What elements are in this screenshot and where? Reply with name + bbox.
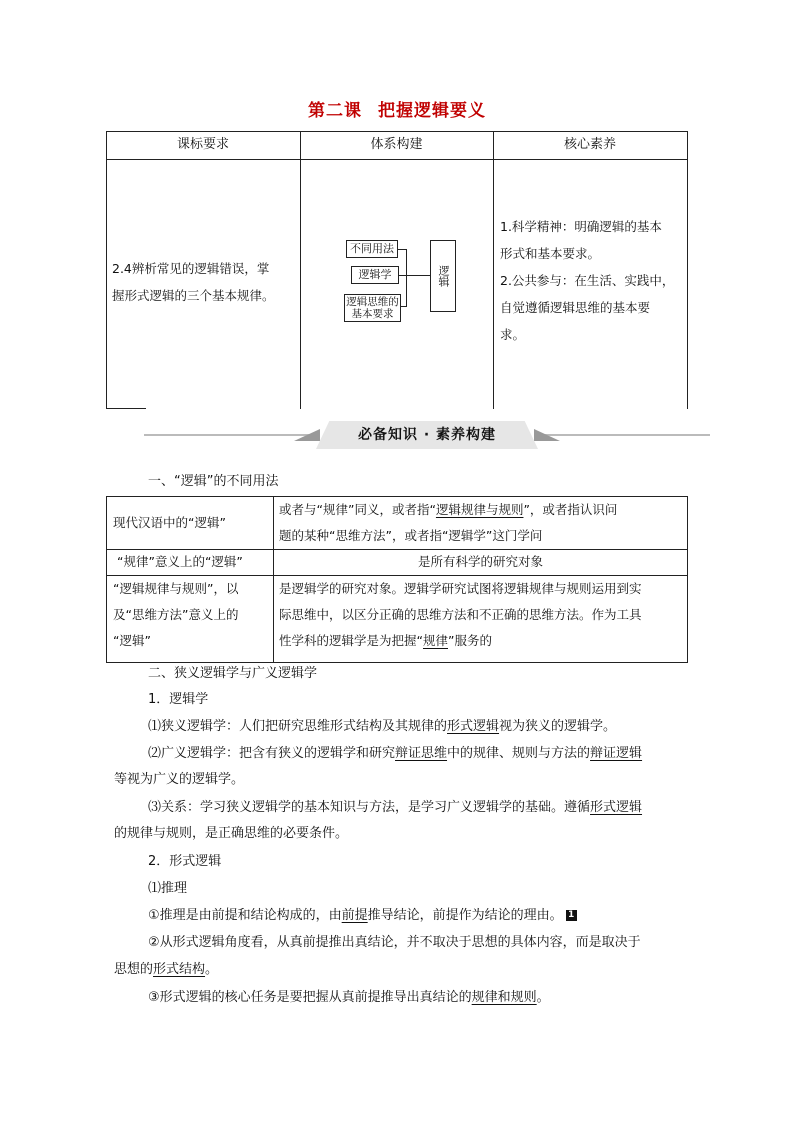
diagram-item-usage: 不同用法 <box>346 240 398 258</box>
usage-table <box>106 496 688 663</box>
requirement-text: 2.4辨析常见的逻辑错误，掌 握形式逻辑的三个基本规律。 <box>112 261 275 303</box>
header-system: 体系构建 <box>370 137 423 152</box>
row2-left: “规律”意义上的“逻辑” <box>117 554 243 569</box>
lesson-number: 第二课 <box>308 101 362 121</box>
header-requirement: 课标要求 <box>176 137 229 152</box>
diagram-item-requirements: 逻辑思维的 基本要求 <box>344 294 401 322</box>
para-broad-logic: ⑵广义逻辑学：把含有狭义的逻辑学和研究辩证思维中的规律、规则与方法的辩证逻辑 <box>148 746 643 761</box>
page-title <box>0 96 794 121</box>
sub-heading-logic: 1．逻辑学 <box>148 692 209 707</box>
sub-heading-formal: 2．形式逻辑 <box>148 854 222 869</box>
diagram-item-logic: 逻辑学 <box>351 266 399 284</box>
system-diagram <box>342 238 462 324</box>
item-1: ①推理是由前提和结论构成的，由前提推导结论，前提作为结论的理由。 1 <box>148 903 577 929</box>
item-2-cont: 思想的形式结构。 <box>114 962 219 977</box>
row1-right: 或者与“规律”同义，或者指“逻辑规律与规则”，或者指认识问 题的某种“思维方法”，或者指“逻辑学”这门学问 <box>279 502 618 543</box>
section1-heading: 一、“逻辑”的不同用法 <box>148 474 279 489</box>
diagram-root: 逻辑 <box>430 240 456 312</box>
row1-left: 现代汉语中的“逻辑” <box>113 515 226 530</box>
para-relation: ⑶关系：学习狭义逻辑学的基本知识与方法，是学习广义逻辑学的基础。遵循形式逻辑 <box>148 800 643 815</box>
literacy-text: 1.科学精神：明确逻辑的基本 形式和基本要求。 2.公共参与：在生活、实践中， 自觉遵循逻辑思维的基本要 求。 <box>500 219 675 342</box>
item-2: ②从形式逻辑角度看，从真前提推出真结论，并不取决于思想的具体内容，而是取决于 <box>148 935 641 950</box>
row3-left: “逻辑规律与规则”，以 及“思维方法”意义上的 “逻辑” <box>113 581 239 648</box>
para-broad-logic-cont: 等视为广义的逻辑学。 <box>114 772 245 787</box>
para-relation-cont: 的规律与规则，是正确思维的必要条件。 <box>114 826 349 841</box>
header-literacy: 核心素养 <box>563 137 616 152</box>
row2-right: 是所有科学的研究对象 <box>417 554 543 569</box>
section2-heading: 二、狭义逻辑学与广义逻辑学 <box>148 666 318 681</box>
overview-table <box>106 131 688 409</box>
item-3: ③形式逻辑的核心任务是要把握从真前提推导出真结论的规律和规则。 <box>148 990 550 1005</box>
row3-right: 是逻辑学的研究对象。逻辑学研究试图将逻辑规律与规则运用到实 际思维中，以区分正确的思维方法和不正确的思维方法。作为工具 性学科的逻辑学是为把握“规律”服务的 <box>279 581 642 648</box>
lesson-name: 把握逻辑要义 <box>378 101 486 121</box>
para-narrow-logic: ⑴狭义逻辑学：人们把研究思维形式结构及其规律的形式逻辑视为狭义的逻辑学。 <box>148 719 617 734</box>
banner-title: 必备知识 · 素养构建 <box>357 427 497 443</box>
sub-heading-reasoning: ⑴推理 <box>148 881 188 896</box>
section-banner <box>144 421 710 449</box>
note-badge[interactable]: 1 <box>566 910 577 921</box>
